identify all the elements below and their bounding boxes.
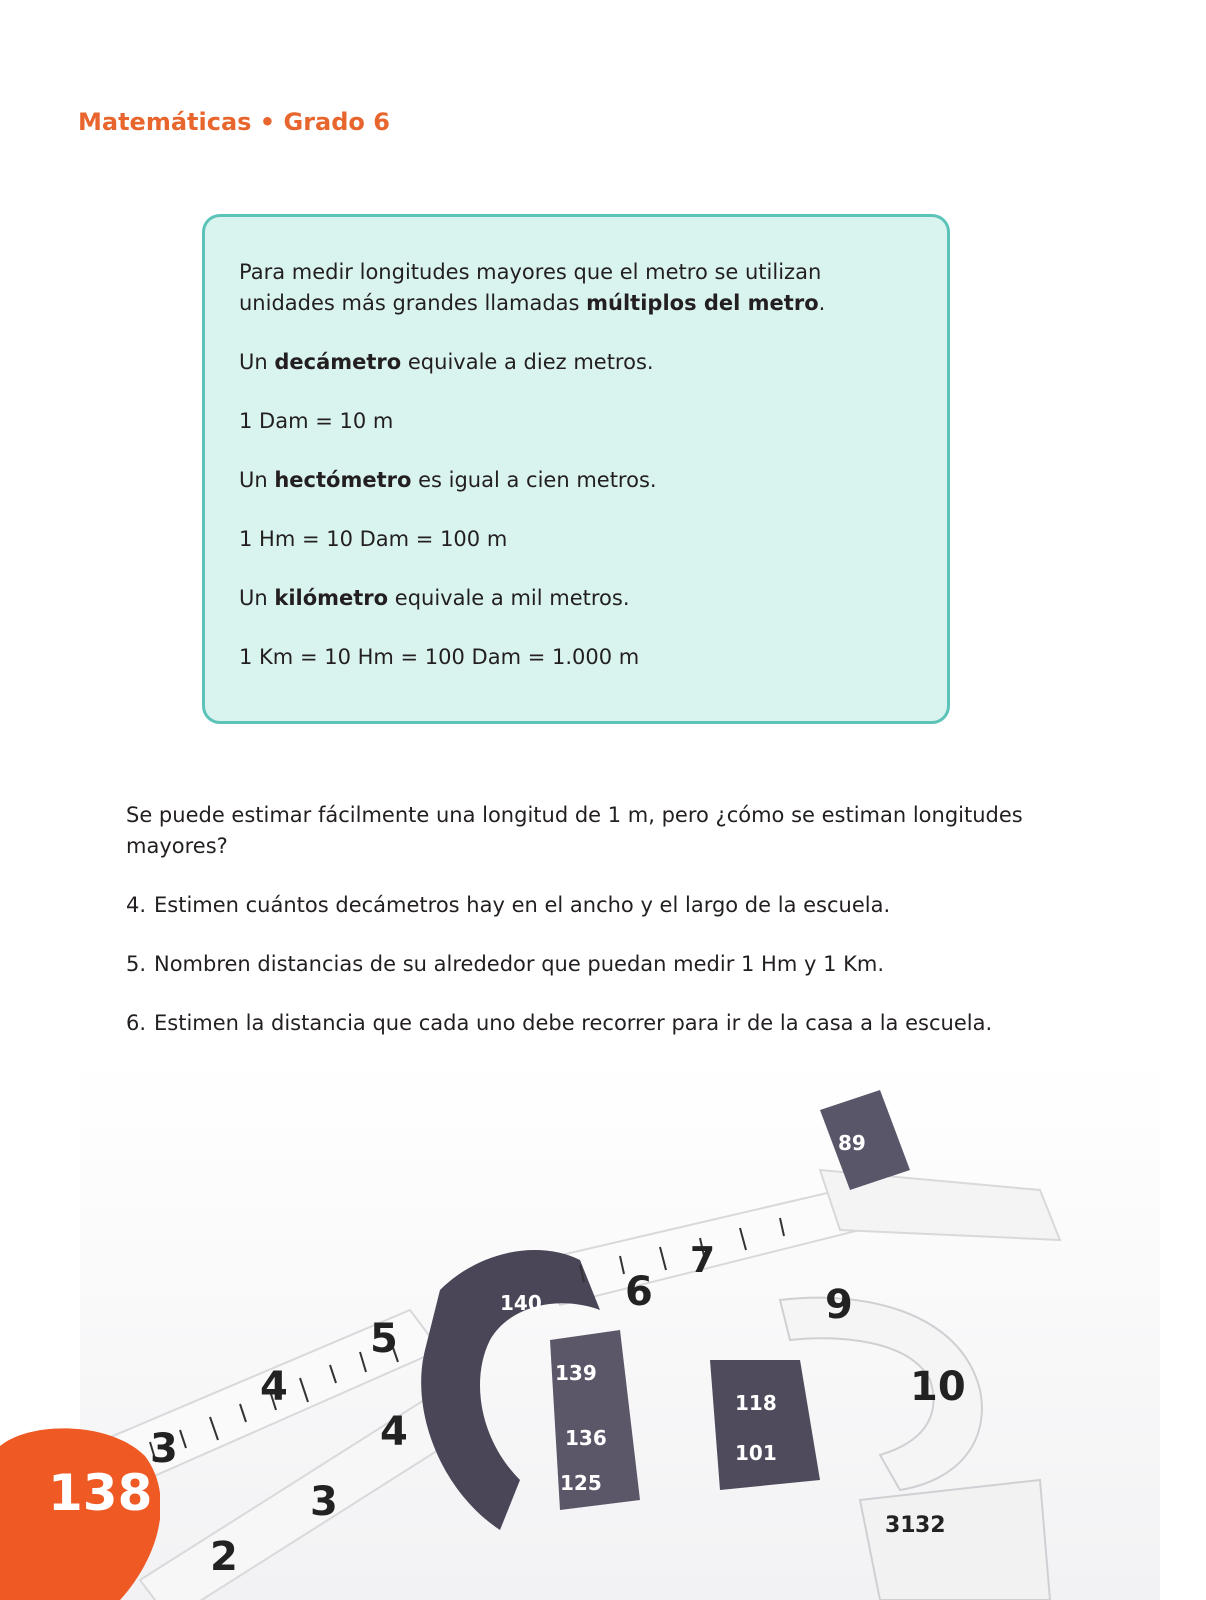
question-6: 6. Estimen la distancia que cada uno debe recorrer para ir de la casa a la escuela. (126, 1011, 993, 1035)
tape-number: 101 (735, 1441, 777, 1465)
tape-number: 7 (690, 1240, 716, 1281)
tape-number: 136 (565, 1426, 607, 1450)
tape-number: 125 (560, 1471, 602, 1495)
kilometro-def: Un kilómetro equivale a mil metros. (239, 586, 630, 610)
tape-number: 6 (625, 1269, 653, 1315)
tape-number: 4 (260, 1364, 288, 1410)
tape-number: 4 (380, 1409, 408, 1455)
question-5: 5. Nombren distancias de su alrededor que puedan medir 1 Hm y 1 Km. (126, 952, 885, 976)
tape-number: 140 (500, 1291, 542, 1315)
tape-number: 139 (555, 1361, 597, 1385)
hectometro-def: Un hectómetro es igual a cien metros. (239, 468, 657, 492)
tape-number: 32 (915, 1513, 946, 1538)
term-decametro: decámetro (274, 350, 402, 374)
page-header: Matemáticas • Grado 6 (78, 108, 390, 136)
tape-number: 31 (885, 1513, 916, 1538)
tape-number: 9 (825, 1282, 853, 1328)
body-text (126, 800, 1046, 1067)
tape-number: 5 (370, 1316, 398, 1362)
hectometro-equation: 1 Hm = 10 Dam = 100 m (239, 527, 508, 551)
kilometro-equation: 1 Km = 10 Hm = 100 Dam = 1.000 m (239, 645, 640, 669)
question-4: 4. Estimen cuántos decámetros hay en el ancho y el largo de la escuela. (126, 893, 891, 917)
term-multiplos: múltiplos del metro (586, 291, 819, 315)
term-kilometro: kilómetro (274, 586, 389, 610)
tape-number: 3 (150, 1426, 178, 1472)
tape-number: 3 (310, 1479, 338, 1525)
intro-paragraph: Se puede estimar fácilmente una longitud de 1 m, pero ¿cómo se estiman longitudes mayores? (126, 803, 1023, 858)
tape-number: 89 (838, 1131, 866, 1155)
tape-number: 10 (910, 1364, 966, 1410)
decametro-def: Un decámetro equivale a diez metros. (239, 350, 654, 374)
decametro-equation: 1 Dam = 10 m (239, 409, 394, 433)
term-hectometro: hectómetro (274, 468, 412, 492)
tape-number: 118 (735, 1391, 777, 1415)
intro-text: Para medir longitudes mayores que el metro se utilizan unidades más grandes llamadas múltiplos del metro. (239, 260, 826, 315)
page-number: 138 (48, 1464, 153, 1522)
info-box (202, 214, 950, 724)
tape-strip-bottom-right (860, 1480, 1050, 1600)
tape-number: 2 (210, 1534, 238, 1580)
measuring-tape-photo (80, 1060, 1160, 1600)
